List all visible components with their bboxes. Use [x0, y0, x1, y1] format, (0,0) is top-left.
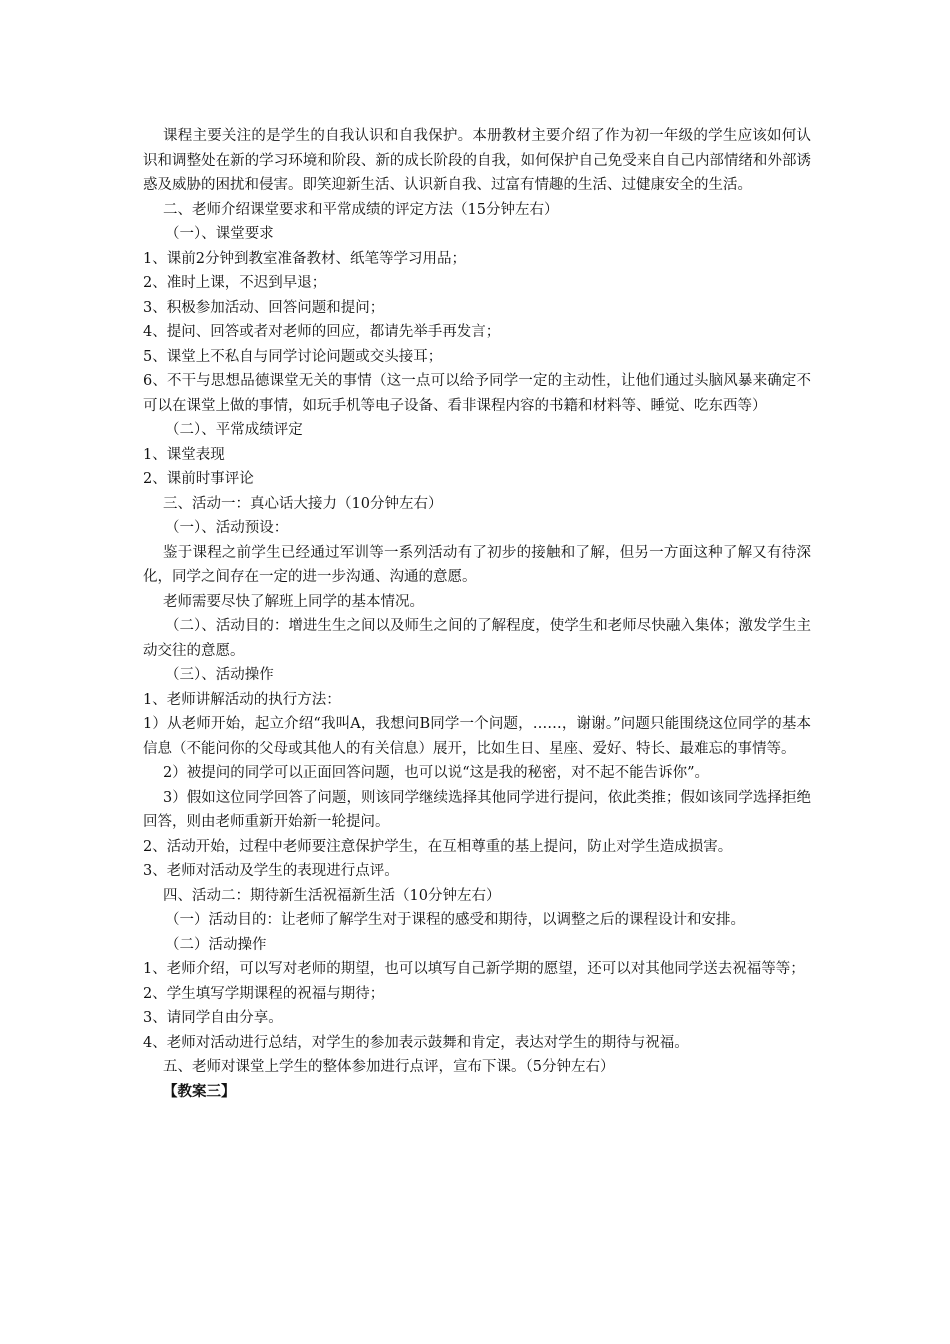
section-heading-2: 二、老师介绍课堂要求和平常成绩的评定方法（15分钟左右） — [163, 201, 559, 218]
paragraph-intro: 课程主要关注的是学生的自我认识和自我保护。本册教材主要介绍了作为初一年级的学生应该如何认识和调整处在新的学习环境和阶段、新的成长阶段的自我，如何保护自己免受来自自己内部情绪和外部诱惑及威胁的困扰和侵害。即笑迎新生活、认识新自我、过富有情趣的生活、过健康安全的生活。 — [143, 128, 811, 193]
subsection-activity-operation-2: （二）活动操作 — [165, 936, 267, 953]
list-item: 2、学生填写学期课程的祝福与期待； — [143, 985, 385, 1002]
section-heading-4: 四、活动二：期待新生活祝福新生活（10分钟左右） — [163, 887, 501, 904]
section-heading-3: 三、活动一：真心话大接力（10分钟左右） — [163, 495, 443, 512]
list-item: 3、请同学自由分享。 — [143, 1010, 283, 1026]
section-heading-5: 五、老师对课堂上学生的整体参加进行点评，宣布下课。（5分钟左右） — [163, 1059, 615, 1075]
subsection-activity-goal-2: （一）活动目的：让老师了解学生对于课程的感受和期待，以调整之后的课程设计和安排。 — [165, 912, 745, 928]
paragraph: 鉴于课程之前学生已经通过军训等一系列活动有了初步的接触和了解，但另一方面这种了解又有待深化，同学之间存在一定的进一步沟通、沟通的意愿。 — [143, 544, 811, 585]
paragraph: 老师需要尽快了解班上同学的基本情况。 — [163, 593, 424, 610]
subsection-activity-operation: （三）、活动操作 — [165, 667, 274, 683]
lesson-plan-heading: 【教案三】 — [163, 1082, 236, 1100]
subsection-grade-evaluation: （二）、平常成绩评定 — [165, 422, 303, 438]
subsection-activity-goal: （二）、活动目的：增进生生之间以及师生之间的了解程度，使学生和老师尽快融入集体；激发学生主动交往的意愿。 — [143, 618, 811, 659]
list-item: 1、老师讲解活动的执行方法： — [143, 691, 341, 708]
list-item: 1、课堂表现 — [143, 446, 225, 463]
list-item: 2）被提问的同学可以正面回答问题，也可以说“这是我的秘密，对不起不能告诉你”。 — [163, 765, 710, 781]
list-item: 1、老师介绍，可以写对老师的期望，也可以填写自己新学期的愿望，还可以对其他同学送去祝福等等； — [143, 961, 805, 977]
list-item: 4、老师对活动进行总结，对学生的参加表示鼓舞和肯定，表达对学生的期待与祝福。 — [143, 1034, 689, 1051]
list-item: 1、课前2分钟到教室准备教材、纸笔等学习用品； — [143, 250, 466, 267]
list-item: 4、提问、回答或者对老师的回应，都请先举手再发言； — [143, 324, 501, 340]
subsection-activity-preset: （一）、活动预设： — [165, 520, 289, 536]
subsection-classroom-rules: （一）、课堂要求 — [165, 226, 274, 242]
list-item: 3、老师对活动及学生的表现进行点评。 — [143, 863, 399, 879]
list-item: 2、课前时事评论 — [143, 471, 254, 487]
list-item: 3、积极参加活动、回答问题和提问； — [143, 299, 385, 316]
list-item: 3）假如这位同学回答了问题，则该同学继续选择其他同学进行提问，依此类推；假如该同学选择拒绝回答，则由老师重新开始新一轮提问。 — [143, 789, 811, 830]
list-item: 2、活动开始，过程中老师要注意保护学生，在互相尊重的基上提问，防止对学生造成损害。 — [143, 838, 733, 855]
list-item: 2、准时上课，不迟到早退； — [143, 275, 327, 291]
list-item: 6、不干与思想品德课堂无关的事情（这一点可以给予同学一定的主动性，让他们通过头脑风暴来确定不可以在课堂上做的事情，如玩手机等电子设备、看非课程内容的书籍和材料等、睡觉、吃东西等） — [143, 373, 811, 414]
list-item: 1）从老师开始，起立介绍“我叫A，我想问B同学一个问题，……，谢谢。”问题只能围绕这位同学的基本信息（不能问你的父母或其他人的有关信息）展开，比如生日、星座、爱好、特长、最难忘的事情等。 — [143, 716, 811, 757]
document-body — [143, 124, 811, 1104]
list-item: 5、课堂上不私自与同学讨论问题或交头接耳； — [143, 348, 443, 365]
